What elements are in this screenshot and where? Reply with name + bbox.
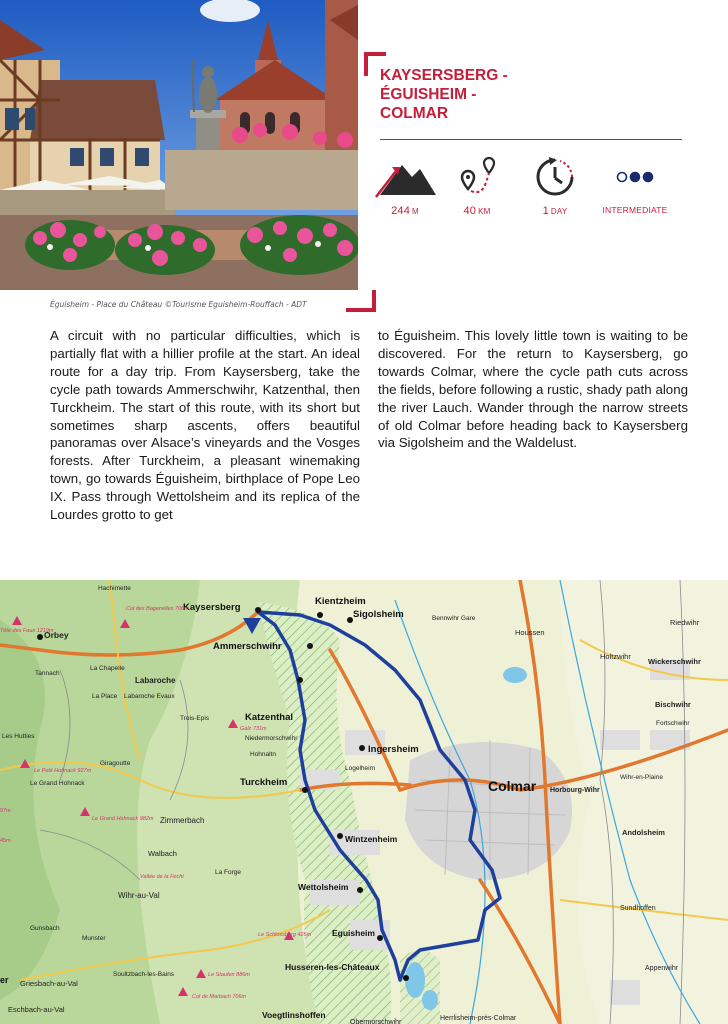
difficulty-dots-icon (615, 170, 655, 184)
map-label-les-hutties: Les Hutties (2, 733, 35, 740)
map-label-trois-epis: Trois-Epis (180, 715, 210, 722)
body-text-left: A circuit with no particular difficulties, which is partially flat with a hillier profile at the start. An ideal route for a day trip. From Kaysersberg, take the cycle path towards Ammerschwihr, Katzenthal, then Turckheim. The start of this route, with its short but sometimes sharp ascents, offers beautiful panoramas over Alsace’s vineyards and the Vosges forests. After Turckheim, a pleasant winemaking town, go towards Éguisheim, birthplace of Pope Leo IX. Pass through Wettolsheim and its replica of the Lourdes grotto to get (50, 328, 360, 523)
map-label-kientzheim: Kientzheim (315, 596, 366, 607)
map-label-walbach: Walbach (148, 849, 177, 858)
map-label-voegtlinshoffen: Voegtlinshoffen (262, 1010, 326, 1020)
map-label-wihr-en-plaine: Wihr-en-Plaine (620, 774, 663, 781)
map-label-ingersheim: Ingersheim (368, 744, 419, 755)
map-label-labaroche: Labaroche (135, 676, 176, 685)
photo-caption: Éguisheim - Place du Château ©Tourisme Eguisheim-Rouffach - ADT (50, 300, 307, 309)
map-label-andolsheim: Andolsheim (622, 828, 665, 837)
map-label-gunsbach: Gunsbach (30, 925, 60, 932)
map-label-appenwihr: Appenwihr (645, 965, 679, 972)
stat-level (590, 155, 680, 215)
peak-label-tete-des-faux: Tête des Faux 1219m (0, 628, 54, 634)
stat-duration (510, 155, 600, 217)
map-label-husseren: Husseren-les-Châteaux (285, 962, 380, 972)
map-label-la-chapelle: La Chapelle (90, 665, 125, 672)
map-label-labaroche-evaux: Labaroche Evaux (124, 693, 175, 700)
distance-value: 40 (463, 205, 477, 217)
map-label-le-grand-hohnack: Le Grand Hohnack (30, 780, 85, 787)
duration-value: 1 (542, 205, 549, 217)
map-label-logelheim: Logelheim (345, 765, 375, 772)
map-label-colmar: Colmar (488, 778, 537, 794)
map-label-munster: Munster (82, 935, 106, 942)
map-label-wettolsheim: Wettolsheim (298, 882, 349, 892)
map-label-griesbach: Griesbach-au-Val (20, 979, 78, 988)
map-edge-label-er: er (0, 975, 9, 985)
map-label-hohnaltn: Hohnaltn (250, 751, 277, 758)
mountain-icon (372, 157, 438, 199)
peak-label-col-bagenelles: Col des Bagenelles 706m (126, 606, 189, 612)
peak-label-galz: Galz 731m (240, 726, 267, 732)
peak-label-col-marbach: Col de Marbach 706m (192, 994, 247, 1000)
map-label-wihr-au-val: Wihr-au-Val (118, 891, 160, 900)
map-label-herrlisheim: Herrlisheim-près-Colmar (440, 1015, 517, 1022)
map-label-obermorschwihr: Obermorschwihr (350, 1019, 402, 1024)
peak-label-grand-hohnack: Le Grand Hohnack 982m (92, 816, 154, 822)
map-edge-label-97m: 97m (0, 808, 11, 814)
map-label-katzenthal: Katzenthal (245, 712, 294, 723)
distance-unit: KM (478, 207, 491, 216)
duration-unit: DAY (550, 207, 568, 216)
map-label-houssen: Houssen (515, 628, 545, 637)
map-label-giragoutte: Giragoutte (100, 760, 131, 767)
body-text-right: to Éguisheim. This lovely little town is waiting to be discovered. For the return to Kaysersberg, go towards Colmar, where the cycle path cuts across the fields, before following a rustic, shady path along the river Lauch. Wander through the narrow streets of old Colmar before heading back to Kaysersberg via Sigolsheim and the Waldelust. (378, 328, 688, 451)
map-edge-label-45m: 45m (0, 838, 11, 844)
route-title-line-3: COLMAR (380, 105, 449, 122)
map-label-la-place: La Place (92, 693, 118, 700)
route-title-line-2: ÉGUISHEIM - (380, 86, 477, 103)
map-label-ammerschwihr: Ammerschwihr (213, 641, 282, 652)
map-label-turckheim: Turckheim (240, 777, 288, 788)
map-label-kaysersberg: Kaysersberg (183, 602, 241, 613)
map-label-bennwihr-gare: Bennwihr Gare (432, 615, 476, 622)
map-label-tannach: Tannach (35, 670, 60, 677)
elevation-unit: M (412, 207, 419, 216)
map-label-sundhoffen: Sundhoffen (620, 905, 656, 912)
map-label-orbey: Orbey (44, 630, 69, 640)
peak-label-petit-hohnack: Le Petit Hohnack 927m (34, 768, 92, 774)
map-label-zimmerbach: Zimmerbach (160, 816, 205, 825)
route-map (0, 580, 728, 1024)
route-title-line-1: KAYSERSBERG - (380, 67, 508, 84)
map-label-horbourg-wihr: Horbourg-Wihr (550, 787, 600, 794)
map-label-sigolsheim: Sigolsheim (353, 609, 404, 620)
map-label-eschbach: Eschbach-au-Val (8, 1005, 65, 1014)
peak-label-staufen: Le Staufen 886m (208, 972, 250, 978)
map-label-bischwihr: Bischwihr (655, 700, 691, 709)
elevation-value: 244 (391, 205, 411, 217)
map-label-wickerschwihr: Wickerschwihr (648, 657, 701, 666)
route-title (380, 66, 680, 123)
map-label-soultzbach: Soultzbach-les-Bains (113, 971, 175, 978)
level-label: INTERMEDIATE (602, 205, 668, 215)
peak-label-schlossberg: Le Schlossberg 425m (258, 932, 312, 938)
route-pin-icon (452, 155, 502, 199)
map-label-wintzenheim: Wintzenheim (345, 834, 398, 844)
map-label-riedwihr: Riedwihr (670, 618, 700, 627)
map-label-fortschwihr: Fortschwihr (656, 720, 690, 727)
peak-label-vallee-fecht: Vallée de la Fecht (140, 874, 184, 880)
map-label-la-forge: La Forge (215, 869, 242, 876)
corner-bracket-bottom-right (346, 290, 376, 312)
map-label-niedermorschwihr: Niedermorschwihr (245, 735, 298, 742)
photo-eguisheim (0, 0, 358, 290)
stat-distance (432, 155, 522, 217)
clock-icon (533, 155, 577, 199)
map-label-eguisheim: Eguisheim (332, 928, 375, 938)
map-label-holtzwihr: Holtzwihr (600, 652, 631, 661)
title-divider (380, 139, 682, 140)
map-label-hachimette: Hachimette (98, 585, 131, 592)
